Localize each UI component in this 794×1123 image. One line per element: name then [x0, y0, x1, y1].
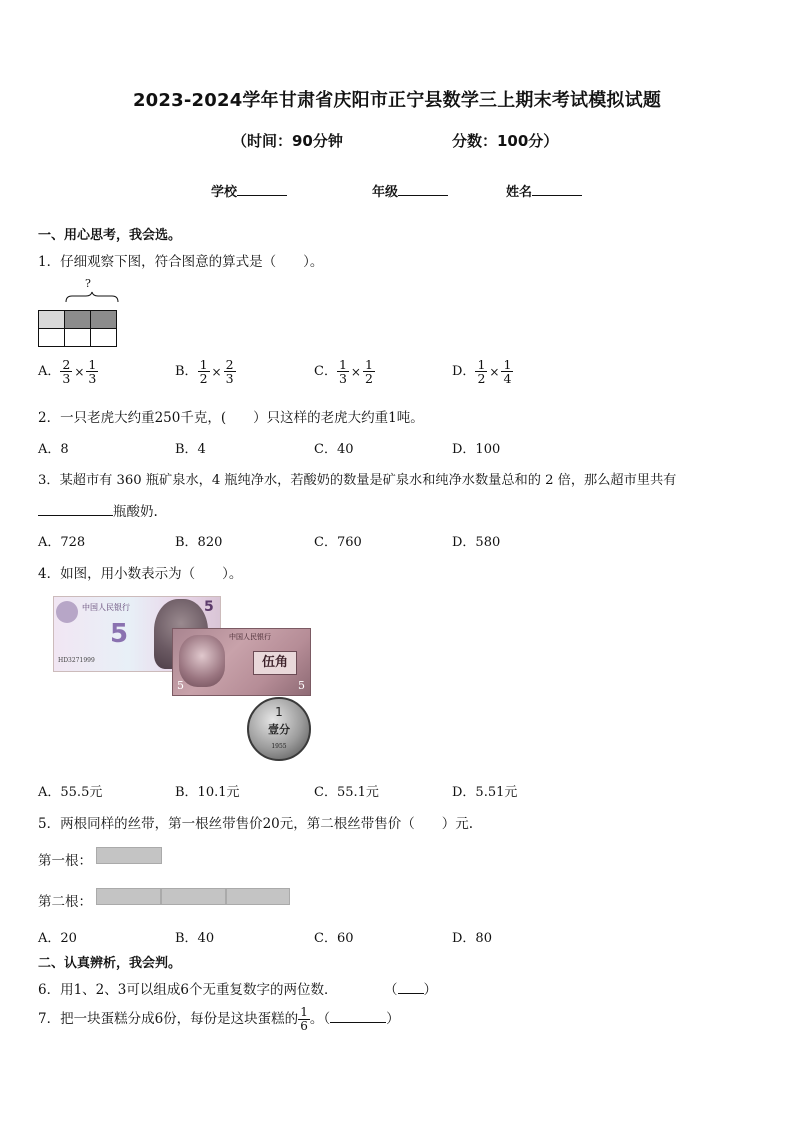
- q5-option-d[interactable]: D．80: [452, 931, 492, 946]
- q1-option-a[interactable]: A． $\frac{2}{3}$ × $\frac{1}{3}$: [38, 357, 97, 386]
- name-field[interactable]: [506, 181, 582, 200]
- q1-figure: [38, 277, 128, 352]
- q2-option-a[interactable]: A．8: [38, 442, 69, 457]
- q1-brace: [64, 291, 120, 303]
- q4-option-b[interactable]: B．10.1元: [175, 785, 240, 800]
- five-jiao-note: 中国人民银行 伍角 5 5: [172, 628, 311, 696]
- grid-cell: [91, 329, 117, 347]
- q6-answer-blank[interactable]: [398, 981, 424, 994]
- exam-score: 分数：100分）: [452, 132, 559, 150]
- q1-option-b[interactable]: B． $\frac{1}{2}$ × $\frac{2}{3}$: [175, 357, 234, 386]
- question-5: 5．两根同样的丝带，第一根丝带售价20元，第二根丝带售价（ ）元.: [38, 816, 474, 832]
- q1-brace-label: ?: [85, 277, 91, 290]
- q3-option-c[interactable]: C．760: [314, 535, 362, 550]
- grid-cell: [65, 311, 91, 329]
- question-3-line2: 瓶酸奶.: [38, 500, 158, 520]
- q4-option-d[interactable]: D．5.51元: [452, 785, 518, 800]
- q2-option-b[interactable]: B．4: [175, 442, 206, 457]
- q5-option-a[interactable]: A．20: [38, 931, 77, 946]
- school-label: 学校: [211, 185, 238, 200]
- q5-option-b[interactable]: B．40: [175, 931, 215, 946]
- q1-option-d[interactable]: D． $\frac{1}{2}$ × $\frac{1}{4}$: [452, 357, 512, 386]
- grid-cell: [39, 311, 65, 329]
- school-blank[interactable]: [237, 183, 287, 196]
- ribbon-2-segment: [161, 888, 226, 905]
- q3-option-b[interactable]: B．820: [175, 535, 223, 550]
- name-label: 姓名: [506, 185, 533, 200]
- five-yuan-note: 中国人民银行 5 HD3271999 5: [53, 596, 221, 672]
- q5-option-c[interactable]: C．60: [314, 931, 354, 946]
- q3-answer-blank[interactable]: [38, 503, 113, 516]
- page-title: 2023-2024学年甘肃省庆阳市正宁县数学三上期末考试模拟试题: [132, 90, 662, 111]
- grid-cell: [39, 329, 65, 347]
- section-1-title: 一、用心思考，我会选。: [38, 228, 182, 243]
- q4-option-c[interactable]: C．55.1元: [314, 785, 379, 800]
- question-4: 4．如图，用小数表示为（ ）。: [38, 566, 243, 582]
- q7-answer-blank[interactable]: [330, 1010, 386, 1023]
- exam-time: （时间：90分钟: [232, 132, 343, 150]
- q4-option-a[interactable]: A．55.5元: [38, 785, 103, 800]
- school-field[interactable]: [211, 181, 287, 200]
- ribbon-2-label: 第二根：: [38, 894, 92, 910]
- name-blank[interactable]: [532, 183, 582, 196]
- question-6: 6．用1、2、3可以组成6个无重复数字的两位数．: [38, 982, 338, 998]
- q1-grid: [38, 310, 117, 347]
- grade-field[interactable]: [372, 181, 448, 200]
- grade-blank[interactable]: [398, 183, 448, 196]
- question-2: 2．一只老虎大约重250千克，( ）只这样的老虎大约重1吨。: [38, 410, 424, 426]
- q2-option-d[interactable]: D．100: [452, 442, 501, 457]
- q3-option-d[interactable]: D．580: [452, 535, 501, 550]
- grid-cell: [65, 329, 91, 347]
- ribbon-1-bar: [96, 847, 162, 864]
- question-3: 3．某超市有 360 瓶矿泉水，4 瓶纯净水，若酸奶的数量是矿泉水和纯净水数量总和的 2 倍，那么超市里共有: [38, 473, 677, 488]
- emblem-icon: [56, 601, 78, 623]
- ribbon-1-label: 第一根：: [38, 853, 92, 869]
- question-1: 1．仔细观察下图，符合图意的算式是（ ）。: [38, 254, 324, 270]
- one-fen-coin: 1 壹分 1955: [247, 697, 311, 761]
- q2-option-c[interactable]: C．40: [314, 442, 354, 457]
- ribbon-2-segment: [96, 888, 161, 905]
- section-2-title: 二、认真辨析，我会判。: [38, 956, 182, 971]
- grid-cell: [91, 311, 117, 329]
- q6-answer[interactable]: （ ）: [384, 982, 437, 998]
- grade-label: 年级: [372, 185, 399, 200]
- q3-option-a[interactable]: A．728: [38, 535, 86, 550]
- question-7: 7．把一块蛋糕分成6份，每份是这块蛋糕的 $\frac{1}{6}$ 。（ ）: [38, 1005, 400, 1033]
- q1-option-c[interactable]: C． $\frac{1}{3}$ × $\frac{1}{2}$: [314, 357, 373, 386]
- portrait-image: [179, 635, 225, 687]
- ribbon-2-segment: [226, 888, 290, 905]
